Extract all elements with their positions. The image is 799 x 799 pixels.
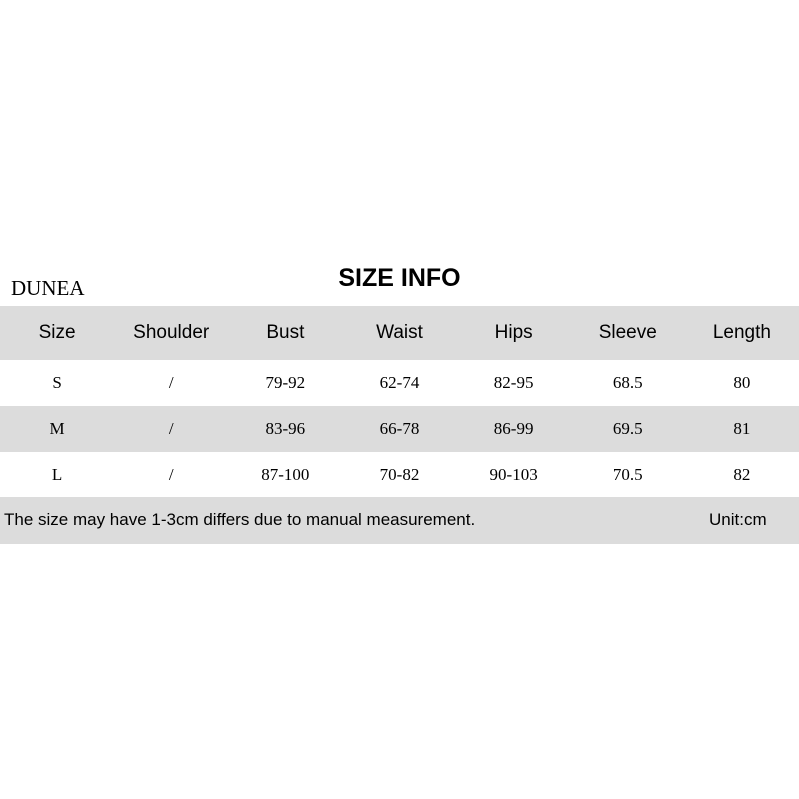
cell-bust: 79-92 (265, 373, 306, 392)
header-shoulder: Shoulder (114, 306, 228, 360)
page-title: SIZE INFO (338, 264, 461, 292)
size-table (0, 306, 799, 498)
cell-hips: 90-103 (489, 465, 538, 484)
cell-shoulder: / (114, 406, 228, 452)
cell-size: M (0, 406, 114, 452)
cell-shoulder: / (168, 373, 174, 392)
cell-hips: 86-99 (457, 406, 571, 452)
cell-sleeve: 69.5 (571, 406, 685, 452)
footer-note-bar (0, 497, 799, 544)
header-hips: Hips (457, 306, 571, 360)
cell-length: 81 (685, 406, 799, 452)
header-sleeve: Sleeve (571, 306, 685, 360)
header-waist: Waist (342, 306, 456, 360)
cell-sleeve: 70.5 (612, 465, 643, 484)
unit-label: Unit:cm (709, 510, 767, 529)
cell-length: 80 (733, 373, 751, 392)
brand-name: DUNEA (11, 276, 85, 300)
cell-shoulder: / (168, 465, 174, 484)
table-row (0, 452, 799, 498)
header-bust: Bust (228, 306, 342, 360)
cell-waist: 62-74 (379, 373, 420, 392)
cell-hips: 82-95 (493, 373, 534, 392)
cell-size: L (51, 465, 63, 484)
cell-waist: 70-82 (379, 465, 420, 484)
table-header-row (0, 306, 799, 360)
header-length: Length (685, 306, 799, 360)
cell-length: 82 (733, 465, 751, 484)
cell-sleeve: 68.5 (612, 373, 643, 392)
table-row (0, 406, 799, 452)
cell-waist: 66-78 (342, 406, 456, 452)
measurement-note: The size may have 1-3cm differs due to manual measurement. (4, 510, 476, 529)
cell-bust: 83-96 (228, 406, 342, 452)
table-row (0, 360, 799, 406)
cell-bust: 87-100 (261, 465, 310, 484)
header-size: Size (0, 306, 114, 360)
cell-size: S (52, 373, 62, 392)
